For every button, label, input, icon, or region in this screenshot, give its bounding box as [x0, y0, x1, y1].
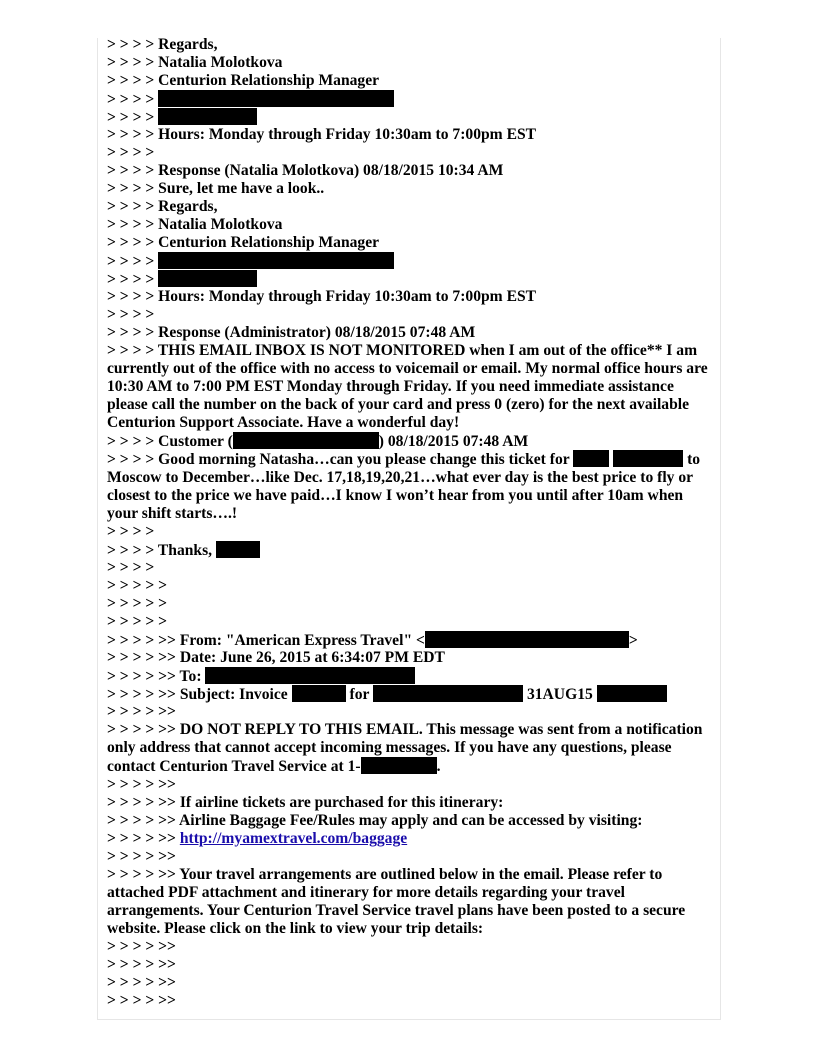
- admin-body: > > > > THIS EMAIL INBOX IS NOT MONITORED when I am out of the office** I am currently out of the office with no access to voicemail or email. My normal office hours are 10:30 AM to 7:00 PM EST Monday through Friday. If you need immediate assistance please call the number on the back of your card and press 0 (zero) for the next available Centurion Support Associate. Have a wonderful day!: [107, 342, 708, 431]
- redaction-block: [158, 90, 394, 107]
- thread-line: > > > > >> From: "American Express Travel" < >: [107, 632, 638, 649]
- admin-header: Response (Administrator) 08/18/2015 07:48 AM: [158, 324, 476, 341]
- thread-line: > > > > Hours: Monday through Friday 10:30am to 7:00pm EST: [107, 288, 537, 305]
- thread-line: > > > > >>: [107, 848, 176, 865]
- redaction-block: [233, 432, 379, 449]
- sig-hours: Hours: Monday through Friday 10:30am to 7:00pm EST: [158, 126, 537, 143]
- sig-name: Natalia Molotkova: [158, 216, 283, 233]
- thread-line: > > > > >> To:: [107, 667, 712, 685]
- thread-line: > > > > >> If airline tickets are purchased for this itinerary:: [107, 794, 504, 811]
- thread-line: > > > > Natalia Molotkova: [107, 54, 283, 71]
- thread-line: > > > > >>: [107, 956, 176, 973]
- thread-line: > > > > Natalia Molotkova: [107, 216, 283, 233]
- thread-line: > > > > Thanks,: [107, 541, 712, 559]
- thread-line: > > > >: [107, 270, 712, 288]
- response-body: Sure, let me have a look..: [158, 180, 325, 197]
- thread-line: > > > > Customer ( ) 08/18/2015 07:48 AM: [107, 433, 529, 450]
- thread-line: > > > > >>: [107, 938, 176, 955]
- redaction-block: [205, 667, 415, 684]
- email-thread: [107, 36, 712, 1010]
- fwd-subject: Subject: Invoice: [179, 686, 288, 703]
- redaction-block: [216, 541, 260, 558]
- redaction-block: [613, 450, 683, 467]
- sig-hours: Hours: Monday through Friday 10:30am to 7:00pm EST: [158, 288, 537, 305]
- fwd-to: To:: [179, 668, 202, 685]
- noreply-notice: > > > > >> DO NOT REPLY TO THIS EMAIL. This message was sent from a notification only address that cannot accept incoming messages. If you have any questions, please contact Centurion Travel Service at 1- .: [107, 721, 703, 775]
- sig-regards: Regards,: [158, 36, 218, 53]
- thread-line: > > > > Sure, let me have a look..: [107, 180, 325, 197]
- thread-line: > > > > Hours: Monday through Friday 10:30am to 7:00pm EST: [107, 126, 537, 143]
- thread-line: > > > > >> Date: June 26, 2015 at 6:34:07 PM EDT: [107, 649, 445, 666]
- redaction-block: [361, 757, 437, 774]
- thread-line: > > > > Centurion Relationship Manager: [107, 234, 380, 251]
- redaction-block: [158, 108, 257, 125]
- response-header: Response (Natalia Molotkova) 08/18/2015 10:34 AM: [158, 162, 504, 179]
- redaction-block: [292, 685, 346, 702]
- thread-line: > > > >: [107, 90, 712, 108]
- redaction-block: [373, 685, 523, 702]
- thread-line: > > > > >>: [107, 776, 176, 793]
- thread-line: > > > > >> Airline Baggage Fee/Rules may apply and can be accessed by visiting:: [107, 812, 643, 829]
- redaction-block: [158, 270, 257, 287]
- baggage-link[interactable]: http://myamextravel.com/baggage: [179, 830, 408, 847]
- thread-line: > > > >: [107, 144, 155, 161]
- thread-line: > > > > >>: [107, 974, 176, 991]
- thread-line: > > > > >> http://myamextravel.com/baggage: [107, 830, 408, 847]
- thread-line: > > > > Response (Natalia Molotkova) 08/18/2015 10:34 AM: [107, 162, 504, 179]
- customer-message: > > > > Good morning Natasha…can you please change this ticket for to Moscow to December…like Dec. 17,18,19,20,21…what ever day is the best price to fly or closest to the price we have paid…I know I won’t hear from you until after 10am when your shift starts….!: [107, 451, 701, 522]
- thread-line: > > > > Regards,: [107, 36, 218, 53]
- thread-line: > > > > >>: [107, 992, 176, 1009]
- thread-line: > > > >: [107, 306, 155, 323]
- fwd-from: From: "American Express Travel" <: [179, 632, 425, 649]
- redaction-block: [158, 252, 394, 269]
- redaction-block: [597, 685, 667, 702]
- thread-line: > > > > Centurion Relationship Manager: [107, 72, 380, 89]
- customer-date: ) 08/18/2015 07:48 AM: [378, 433, 529, 450]
- customer-thanks: Thanks,: [157, 542, 213, 559]
- fwd-date: Date: June 26, 2015 at 6:34:07 PM EDT: [179, 649, 445, 666]
- redaction-block: [573, 450, 609, 467]
- sig-role: Centurion Relationship Manager: [158, 72, 380, 89]
- thread-line: > > > > Regards,: [107, 198, 218, 215]
- thread-line: > > > > Response (Administrator) 08/18/2015 07:48 AM: [107, 324, 476, 341]
- customer-label: Customer (: [158, 433, 233, 450]
- redaction-block: [425, 631, 629, 648]
- thread-line: > > > >: [107, 108, 712, 126]
- thread-line: > > > > >: [107, 577, 168, 594]
- thread-line: > > > >: [107, 559, 155, 576]
- thread-line: > > > > >> Subject: Invoice for 31AUG15: [107, 685, 712, 703]
- thread-line: > > > > >: [107, 595, 168, 612]
- sig-name: Natalia Molotkova: [158, 54, 283, 71]
- sig-role: Centurion Relationship Manager: [158, 234, 380, 251]
- sig-regards: Regards,: [158, 198, 218, 215]
- arrangements-text: > > > > >> Your travel arrangements are outlined below in the email. Please refer to attached PDF attachment and itinerary for more details regarding your travel arrangements. Your Centurion Travel Service travel plans have been posted to a secure website. Please click on the link to view your trip details:: [107, 866, 686, 937]
- airline-note: If airline tickets are purchased for this itinerary:: [179, 794, 504, 811]
- thread-line: > > > >: [107, 523, 155, 540]
- baggage-note: Airline Baggage Fee/Rules may apply and can be accessed by visiting:: [178, 812, 643, 829]
- thread-line: > > > > >>: [107, 703, 176, 720]
- thread-line: > > > > >: [107, 613, 168, 630]
- thread-line: > > > >: [107, 252, 712, 270]
